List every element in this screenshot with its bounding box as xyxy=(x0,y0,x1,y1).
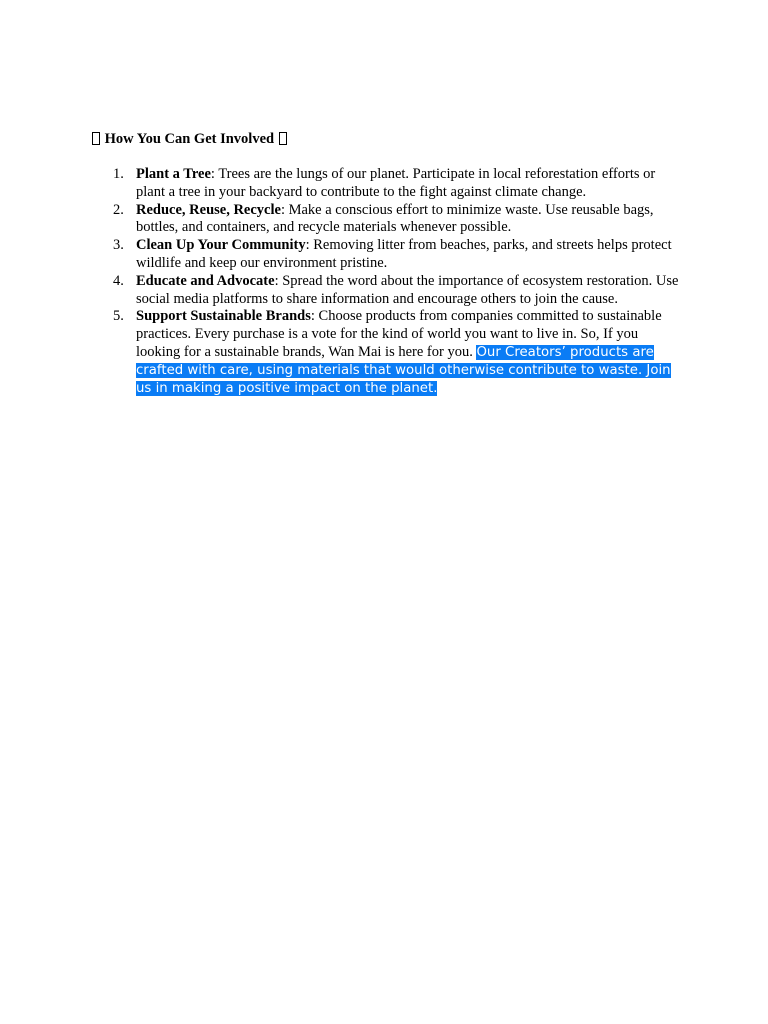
list-number: 4. xyxy=(113,272,124,289)
item-label: Clean Up Your Community xyxy=(136,237,306,254)
missing-glyph-icon xyxy=(92,132,100,145)
list-item xyxy=(113,308,684,397)
list-number: 5. xyxy=(113,308,124,325)
list-item xyxy=(113,237,684,273)
list-number: 2. xyxy=(113,201,124,218)
list-item xyxy=(113,272,684,309)
item-text: : Trees are the lungs of our planet. Participate in local reforestation efforts or plant a tree in your backyard to contribute to the fight against climate change. xyxy=(136,166,656,200)
selected-text[interactable]: Our Creators’ products are crafted with care, using materials that would otherwise contribute to waste. Join us in making a positive impact on the planet. xyxy=(136,344,671,396)
list-number: 1. xyxy=(113,166,124,182)
item-label: Plant a Tree xyxy=(136,166,211,182)
item-text: : Make a conscious effort to minimize waste. Use reusable bags, bottles, and containers, and recycle materials whenever possible. xyxy=(136,201,654,236)
item-label: Support Sustainable Brands xyxy=(136,308,311,325)
missing-glyph-icon xyxy=(279,132,287,145)
list-number: 3. xyxy=(113,237,124,254)
item-label: Reduce, Reuse, Recycle xyxy=(136,201,281,218)
heading-text: How You Can Get Involved xyxy=(104,131,275,147)
item-text: : Spread the word about the importance of ecosystem restoration. Use social media platforms to share information and encourage others to join the cause. xyxy=(136,272,679,307)
list-item xyxy=(113,166,684,202)
involvement-list xyxy=(113,166,684,397)
item-text: : Choose products from companies committed to sustainable practices. Every purchase is a vote for the kind of world you want to live in. So, If you looking for a sustainable brands, Wan Mai is here for you. xyxy=(136,308,662,360)
item-text: : Removing litter from beaches, parks, and streets helps protect wildlife and keep our environment pristine. xyxy=(136,237,672,271)
section-heading xyxy=(91,129,288,149)
list-item xyxy=(113,201,684,238)
item-label: Educate and Advocate xyxy=(136,272,275,289)
